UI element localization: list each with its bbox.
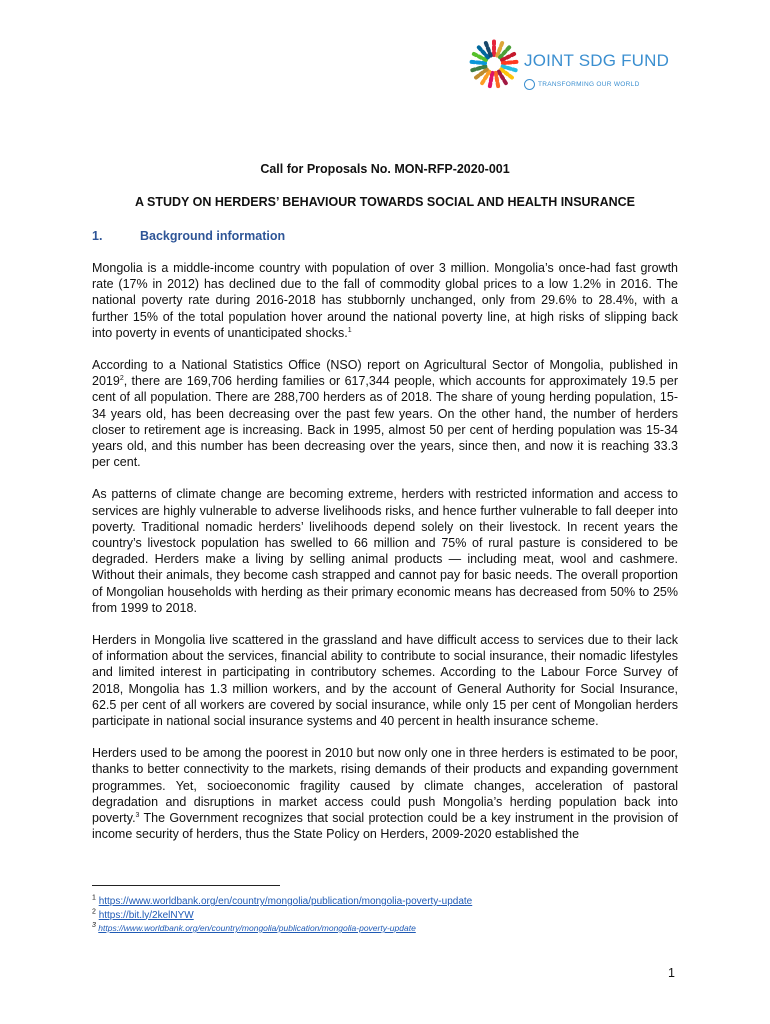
paragraph: Mongolia is a middle-income country with population of over 3 million. Mongolia’s once-had fast growth rate (17% in 2012) has declined due to the fall of commodity global prices to a low 1.2% in 2016. The national poverty rate during 2016-2018 has stubbornly unchanged, only from 29.6% to 28.4%, with a further 15% of the total population hover around the national poverty line, at high risks of slipping back into poverty in events of unanticipated shocks.$^1$ — [92, 261, 678, 340]
logo-tagline: TRANSFORMING OUR WORLD — [538, 81, 640, 89]
page-number: 1 — [668, 966, 675, 980]
sdg-wheel-spoke — [503, 62, 518, 63]
paragraph: According to a National Statistics Office (NSO) report on Agricultural Sector of Mongolia, published in 2019$^2$, there are 169,706 herding families or 617,344 people, which accounts for approximately 19.5 per cent of all population. There are 288,700 herders as of 2018. The share of young herding population, 15-34 years old, has been decreasing over the past few years. On the other hand, the number of herders closer to retirement age is increasing. Back in 1995, almost 50 per cent of herding population was 15-34 years old, and this number has been decreasing over the years, since then, and now it is reaching 33.3 per cent. — [92, 358, 678, 470]
footnote-ref[interactable]: 2 — [119, 375, 124, 383]
sdg-wheel-spoke — [470, 62, 485, 63]
study-title: A STUDY ON HERDERS’ BEHAVIOUR TOWARDS SOCIAL AND HEALTH INSURANCE — [134, 195, 636, 209]
footnote-ref[interactable]: 1 — [347, 326, 352, 334]
call-for-proposals-title: Call for Proposals No. MON-RFP-2020-001 — [260, 162, 510, 176]
joint-sdg-fund-logo — [468, 38, 688, 102]
section-title: Background information — [140, 229, 286, 243]
footnotes — [92, 895, 678, 936]
section-number: 1. — [92, 229, 103, 243]
body-text — [92, 260, 678, 859]
logo-tagline-row — [524, 76, 640, 90]
footnote-link[interactable]: https://www.worldbank.org/en/country/mongolia/publication/mongolia-poverty-update — [98, 923, 416, 933]
footnote-link[interactable]: https://www.worldbank.org/en/country/mongolia/publication/mongolia-poverty-update — [98, 896, 473, 907]
paragraph: Herders in Mongolia live scattered in the grassland and have difficult access to services due to their lack of information about the services, financial ability to contribute to social insurance, their nomadic lifestyles and limited interest in participating in contributory schemes. According to the Labour Force Survey of 2018, Mongolia has 1.3 million workers, and by the account of General Authority for Social Insurance, 62.5 per cent of all workers are covered by social insurance, while only 15 per cent of Mongolian herders participate in national social insurance systems and 40 percent in health insurance scheme. — [92, 633, 678, 729]
paragraph: Herders used to be among the poorest in 2010 but now only one in three herders is estimated to be poor, thanks to better connectivity to the markets, rising demands of their products and expanding government programmes. Yet, socioeconomic fragility caused by climate changes, acceleration of pastoral degradation and disruptions in market access could push Mongolia’s herding population back into poverty.$^3$ The Government recognizes that social protection could be a key instrument in the provision of income security of herders, thus the State Policy on Herders, 2009-2020 established the — [92, 746, 678, 842]
un-emblem-icon — [524, 79, 535, 90]
footnote-link[interactable]: https://bit.ly/2kelNYW — [98, 909, 194, 921]
paragraph: As patterns of climate change are becoming extreme, herders with restricted information and access to services are highly vulnerable to adverse livelihoods risks, and hence further vulnerable to fall deeper into poverty. Traditional nomadic herders’ livelihoods depend solely on their livestock. In recent years the country’s livestock population has swelled to 66 million and 75% of rural pasture is considered to be degraded. Herders make a living by selling animal products — including meat, wool and cashmere. Without their animals, they become cash strapped and cannot pay for basic needs. The overall proportion of Mongolian households with herding as their primary economic means has decreased from 50% to 25% from 1999 to 2018. — [92, 487, 678, 615]
logo-brand-name: JOINT SDG FUND — [524, 51, 670, 70]
footnote-item: $^2$ https://bit.ly/2kelNYW — [92, 908, 194, 921]
sdg-wheel-spoke — [496, 73, 499, 88]
footnote-separator — [92, 885, 280, 886]
sdg-wheel-spoke — [490, 73, 493, 88]
sdg-wheel-icon — [468, 38, 520, 90]
footnote-item: $^3$ https://www.worldbank.org/en/country/mongolia/publication/mongolia-poverty-update — [92, 922, 416, 933]
section-heading — [92, 229, 285, 243]
footnote-item: $^1$ https://www.worldbank.org/en/country/mongolia/publication/mongolia-poverty-update — [92, 894, 473, 907]
footnote-ref[interactable]: 3 — [135, 811, 140, 819]
